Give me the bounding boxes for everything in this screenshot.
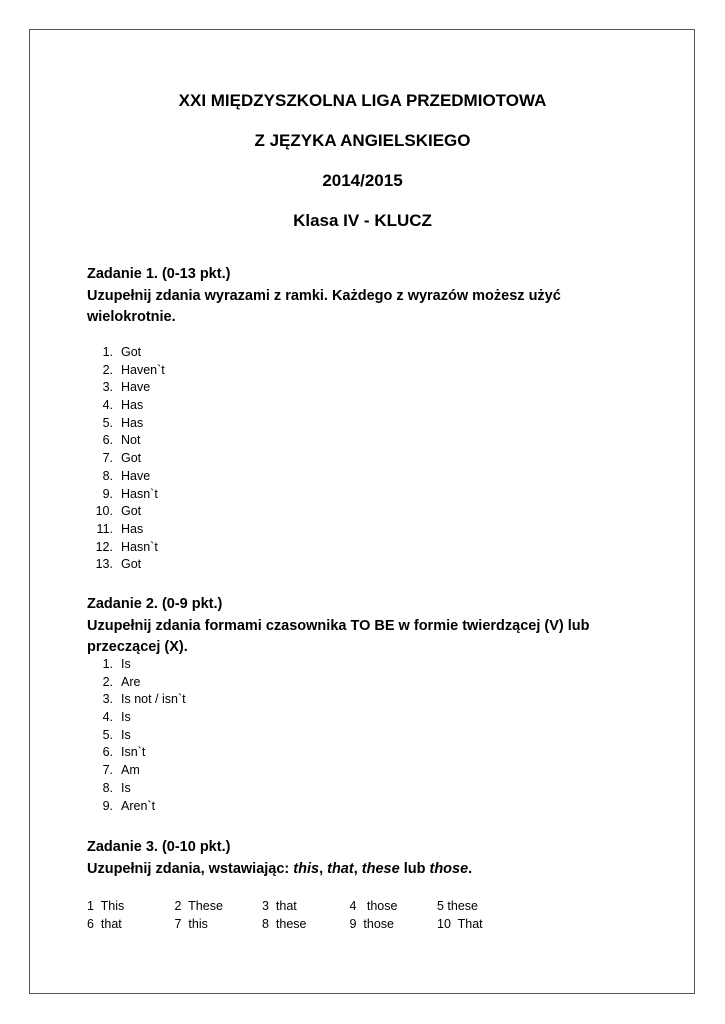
answer-text: Got [121, 451, 142, 466]
answer-text: Is [121, 710, 131, 725]
answer-cell: 2 These [174, 899, 223, 913]
task2-title: Zadanie 2. (0-9 pkt.) [87, 596, 223, 612]
answer-item [87, 727, 647, 745]
answer-text: Has [121, 521, 144, 536]
answer-number: 8. [102, 780, 113, 795]
answer-text: Am [121, 763, 140, 778]
answer-number: 10. [95, 504, 113, 519]
answer-item [87, 450, 647, 468]
title-league: XXI MIĘDZYSZKOLNA LIGA PRZEDMIOTOWA [178, 91, 547, 110]
answer-text: Got [121, 557, 142, 572]
answer-item [87, 744, 647, 762]
answer-item [87, 691, 647, 709]
answer-number: 9. [102, 486, 113, 501]
task3-title: Zadanie 3. (0-10 pkt.) [87, 839, 231, 855]
answer-item [87, 432, 647, 450]
answer-number: 7. [102, 451, 113, 466]
answer-row [87, 915, 525, 933]
answer-item [87, 503, 647, 521]
answer-item [87, 656, 647, 674]
answer-number: 13. [95, 557, 113, 572]
task1-instruction-line1: Uzupełnij zdania wyrazami z ramki. Każdego z wyrazów możesz użyć [87, 287, 561, 304]
answer-cell: 1 This [87, 899, 125, 913]
answer-item [87, 468, 647, 486]
answer-cell: 3 that [262, 899, 297, 913]
answer-number: 4. [102, 398, 113, 413]
answer-text: Has [121, 398, 144, 413]
task2-instruction-line1: Uzupełnij zdania formami czasownika TO BE w formie twierdzącej (V) lub [87, 617, 590, 634]
answer-row [87, 897, 525, 915]
title-class: Klasa IV - KLUCZ [293, 211, 432, 230]
answer-text: Aren`t [121, 798, 156, 813]
answer-number: 8. [102, 468, 113, 483]
answer-item [87, 486, 647, 504]
answer-number: 12. [95, 539, 113, 554]
answer-number: 4. [102, 710, 113, 725]
answer-item [87, 521, 647, 539]
answer-text: Hasn`t [121, 539, 158, 554]
answer-item [87, 709, 647, 727]
answer-number: 5. [102, 415, 113, 430]
answer-number: 6. [102, 433, 113, 448]
answer-cell: 9 those [349, 917, 394, 931]
task1-instruction-line2: wielokrotnie. [87, 309, 176, 325]
answer-number: 3. [102, 380, 113, 395]
task1-section [87, 264, 647, 329]
answer-text: Got [121, 345, 142, 359]
answer-number: 2. [102, 362, 113, 377]
answer-number: 6. [102, 745, 113, 760]
answer-item [87, 674, 647, 692]
answer-cell: 6 that [87, 917, 122, 931]
answer-number: 1. [102, 657, 113, 671]
answer-text: Is [121, 727, 131, 742]
task3-answer-grid [87, 897, 525, 933]
answer-item [87, 362, 647, 380]
answer-item [87, 556, 647, 574]
answer-cell: 5 these [437, 899, 479, 913]
answer-item [87, 539, 647, 557]
answer-text: Is [121, 657, 131, 671]
task2-instruction-line2: przeczącej (X). [87, 639, 188, 655]
task2-section [87, 594, 647, 659]
answer-item [87, 397, 647, 415]
answer-cell: 8 these [262, 917, 307, 931]
task3-instruction: Uzupełnij zdania, wstawiając: this, that, these lub those. [87, 860, 473, 877]
answer-cell: 7 this [174, 917, 208, 931]
answer-item [87, 762, 647, 780]
answer-number: 5. [102, 727, 113, 742]
answer-cell: 4 those [349, 899, 398, 913]
answer-number: 3. [102, 692, 113, 707]
answer-text: Have [121, 468, 151, 483]
answer-text: Isn`t [121, 745, 146, 760]
answer-item [87, 798, 647, 816]
answer-item [87, 415, 647, 433]
answer-item [87, 344, 647, 362]
answer-number: 2. [102, 674, 113, 689]
answer-text: Have [121, 380, 151, 395]
answer-text: Is [121, 780, 131, 795]
answer-cell: 10 That [437, 917, 483, 931]
title-year: 2014/2015 [322, 171, 403, 190]
answer-text: Hasn`t [121, 486, 158, 501]
answer-item [87, 780, 647, 798]
task2-answers [87, 656, 647, 815]
answer-text: Got [121, 504, 142, 519]
answer-number: 7. [102, 763, 113, 778]
answer-text: Not [121, 433, 141, 448]
answer-text: Haven`t [121, 362, 165, 377]
answer-number: 11. [96, 521, 113, 536]
answer-number: 1. [102, 345, 113, 359]
answer-text: Is not / isn`t [121, 692, 186, 707]
answer-number: 9. [102, 798, 113, 813]
title-subject: Z JĘZYKA ANGIELSKIEGO [254, 131, 471, 150]
answer-text: Are [121, 674, 141, 689]
task1-answers [87, 344, 647, 574]
task1-title: Zadanie 1. (0-13 pkt.) [87, 266, 231, 282]
answer-item [87, 379, 647, 397]
answer-text: Has [121, 415, 144, 430]
task3-section [87, 837, 647, 880]
